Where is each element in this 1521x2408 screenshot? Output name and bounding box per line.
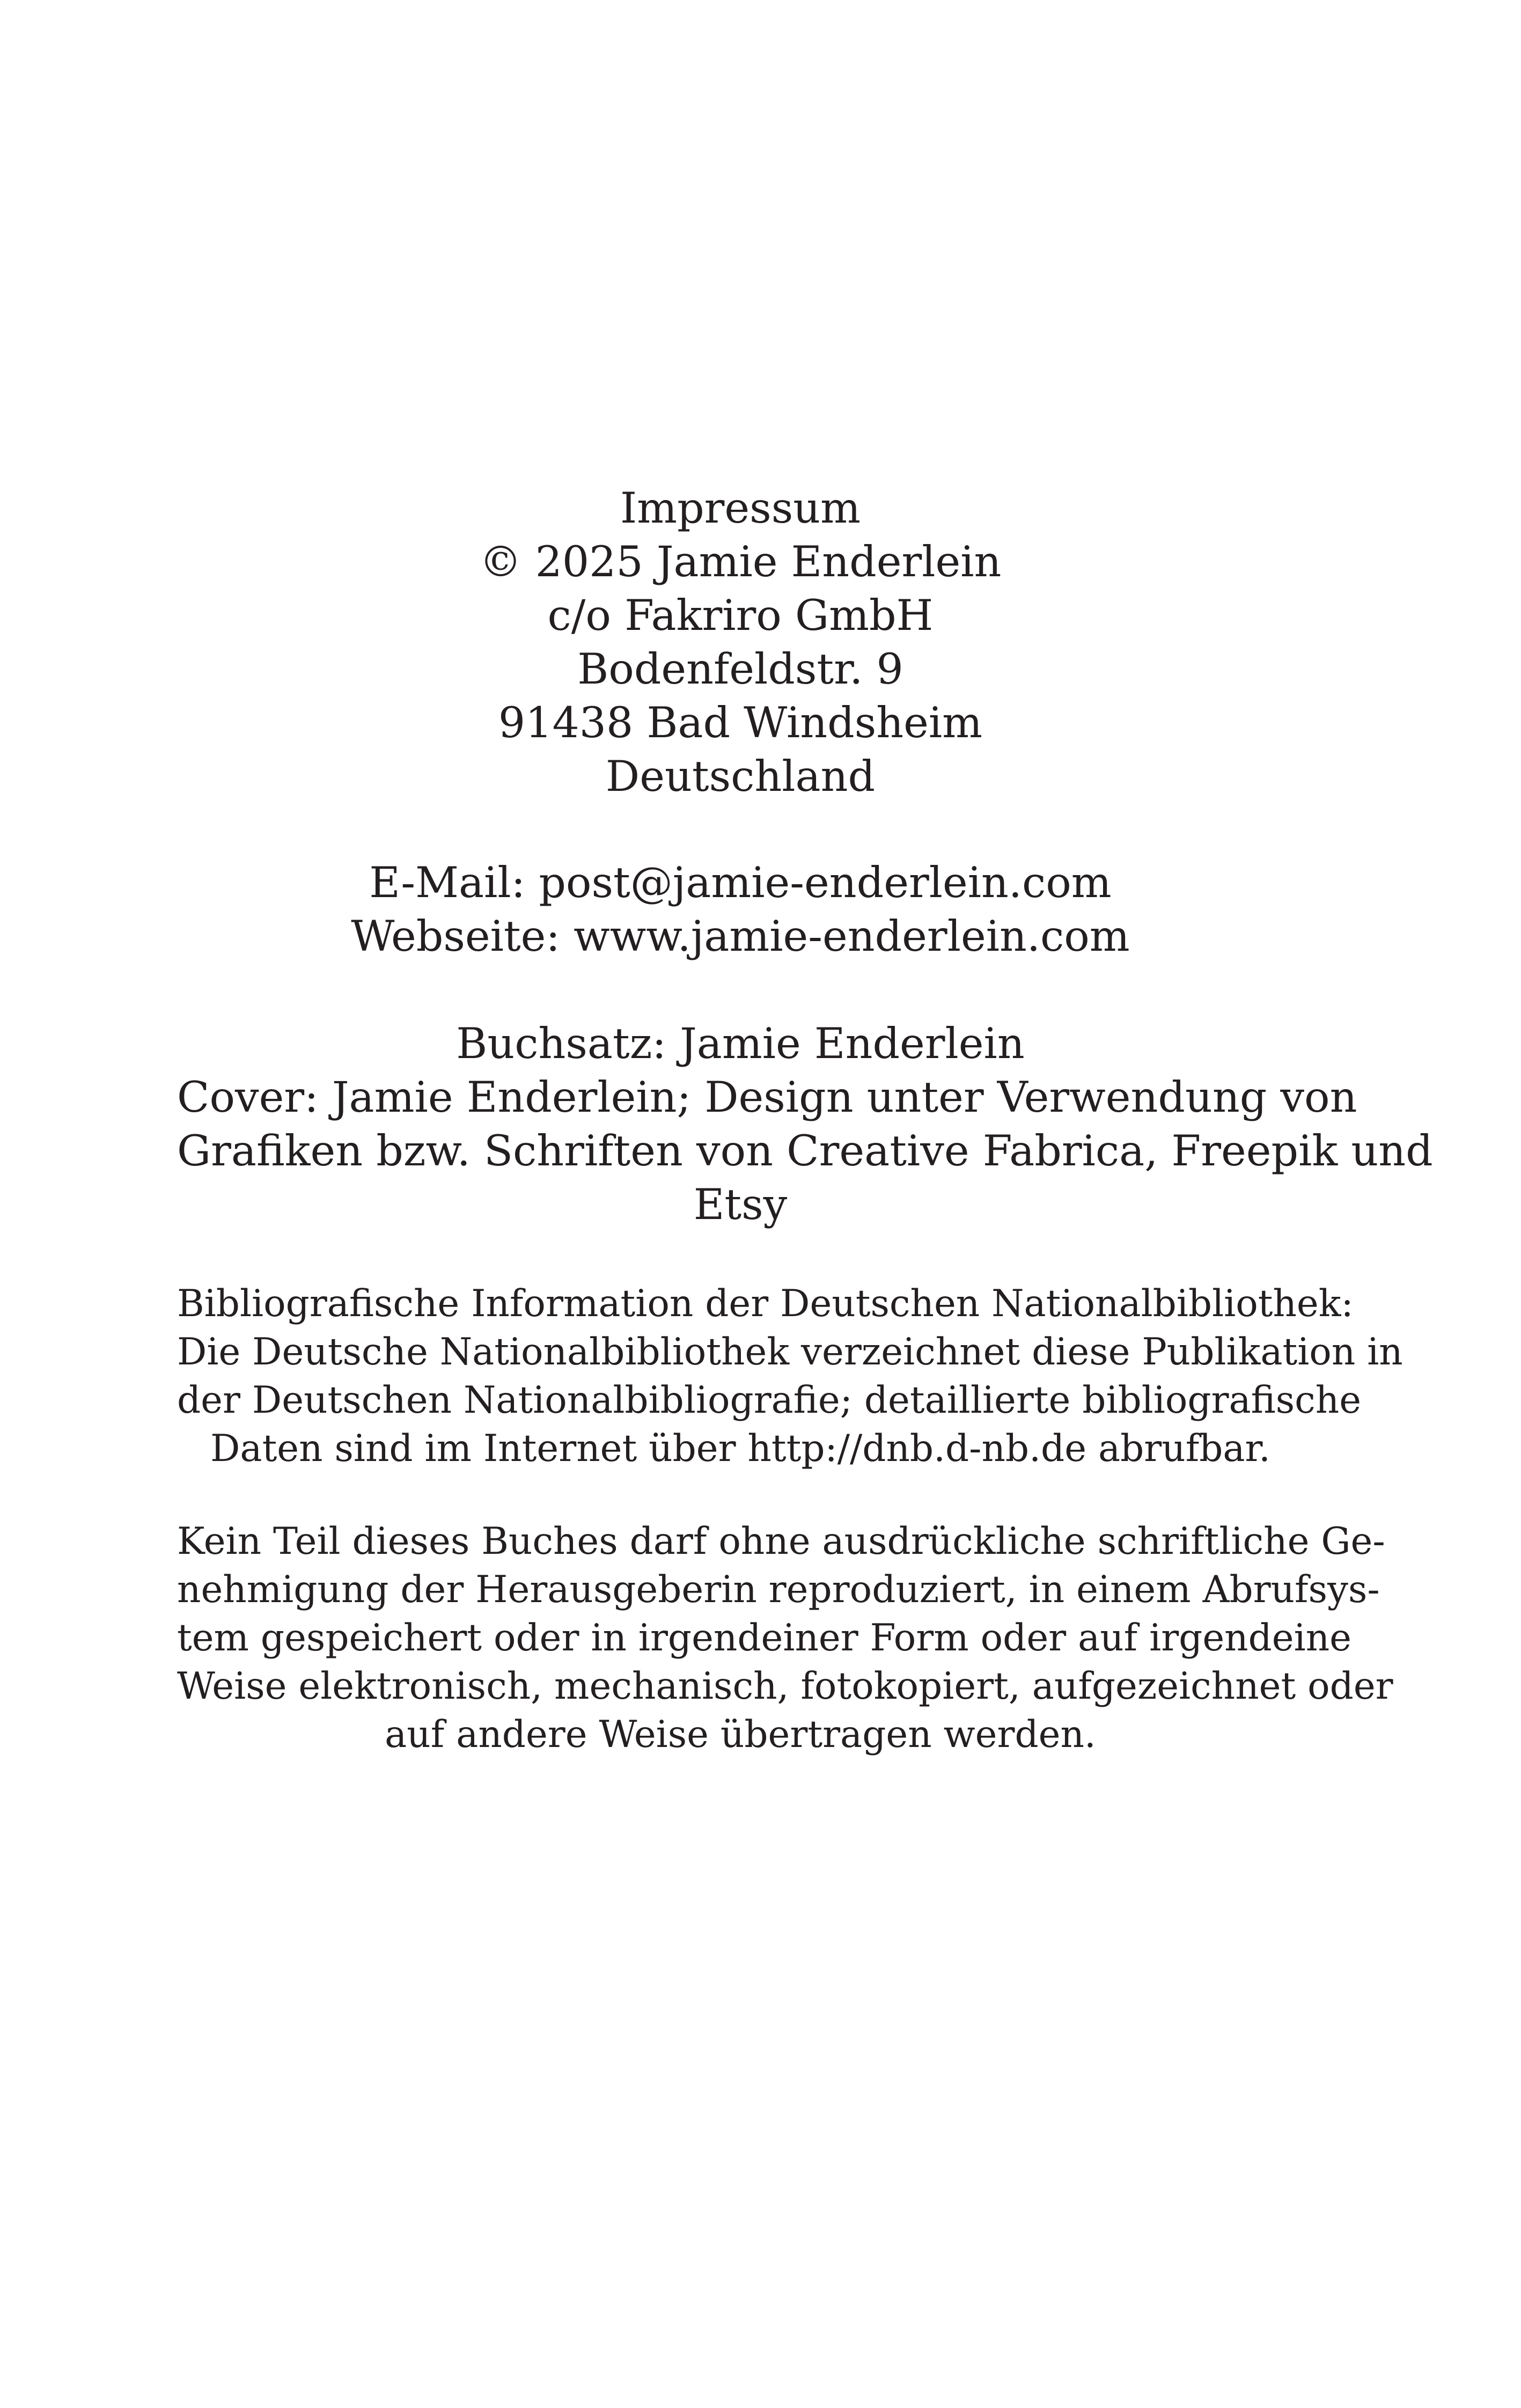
contact-email: E-Mail: post@jamie-enderlein.com bbox=[369, 858, 1112, 907]
imprint-copyright: © 2025 Jamie Enderlein bbox=[479, 537, 1002, 586]
credits-block bbox=[177, 1017, 1433, 1231]
imprint-street: Bodenfeldstr. 9 bbox=[577, 644, 903, 694]
rights-line-2: nehmigung der Herausgeberin reproduziert, in einem Abrufsys- bbox=[177, 1568, 1380, 1611]
bibliographic-line-1: Bibliografische Information der Deutschen Nationalbibliothek: bbox=[177, 1282, 1354, 1325]
imprint-heading: Impressum bbox=[620, 483, 861, 533]
imprint-care-of: c/o Fakriro GmbH bbox=[547, 591, 934, 640]
contact-block bbox=[177, 856, 1304, 963]
imprint-country: Deutschland bbox=[605, 752, 876, 801]
contact-website: Webseite: www.jamie-enderlein.com bbox=[351, 912, 1130, 961]
credits-typesetting: Buchsatz: Jamie Enderlein bbox=[456, 1019, 1025, 1068]
bibliographic-line-3: der Deutschen Nationalbibliografie; detaillierte bibliografische bbox=[177, 1379, 1362, 1422]
imprint-block bbox=[177, 481, 1304, 803]
rights-line-3: tem gespeichert oder in irgendeiner Form oder auf irgendeine bbox=[177, 1617, 1351, 1660]
rights-line-5: auf andere Weise übertragen werden. bbox=[385, 1713, 1096, 1756]
rights-line-4: Weise elektronisch, mechanisch, fotokopiert, aufgezeichnet oder bbox=[177, 1665, 1393, 1708]
credits-cover-line-2: Grafiken bzw. Schriften von Creative Fabrica, Freepik und bbox=[177, 1126, 1433, 1176]
bibliographic-info-block bbox=[177, 1280, 1403, 1473]
rights-notice-block bbox=[177, 1517, 1393, 1759]
imprint-city: 91438 Bad Windsheim bbox=[498, 698, 983, 747]
bibliographic-line-4: Daten sind im Internet über http://dnb.d-nb.de abrufbar. bbox=[210, 1427, 1270, 1470]
credits-cover-line-3: Etsy bbox=[693, 1180, 788, 1229]
credits-cover-line-1: Cover: Jamie Enderlein; Design unter Verwendung von bbox=[177, 1073, 1357, 1122]
bibliographic-line-2: Die Deutsche Nationalbibliothek verzeichnet diese Publikation in bbox=[177, 1331, 1403, 1374]
rights-line-1: Kein Teil dieses Buches darf ohne ausdrückliche schriftliche Ge- bbox=[177, 1520, 1385, 1563]
